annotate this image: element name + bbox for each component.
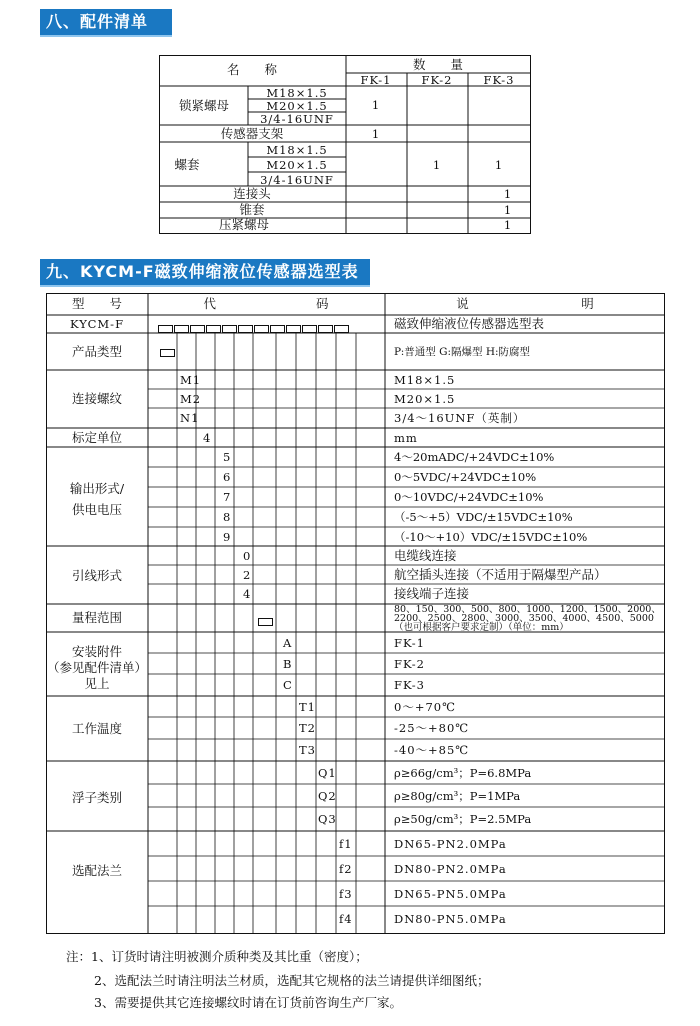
output-desc-2: 0～5VDC/+24VDC±10% <box>394 470 537 484</box>
flange-desc-3: DN65-PN5.0MPa <box>394 887 507 901</box>
code-box <box>286 325 301 333</box>
connector-label: 连接头 <box>233 186 271 201</box>
temp-label: 工作温度 <box>71 721 123 736</box>
sleeve-label: 螺套 <box>174 157 200 172</box>
model-desc: 磁致伸缩液位传感器选型表 <box>394 316 545 331</box>
thread-desc-2: M20×1.5 <box>394 392 456 406</box>
flange-code-3: f3 <box>339 887 353 901</box>
product-type-box <box>160 342 176 361</box>
unit-code: 4 <box>203 431 212 445</box>
output-desc-4: （-5～+5）VDC/±15VDC±10% <box>394 510 573 524</box>
output-label-2: 供电电压 <box>71 502 123 517</box>
product-type-label: 产品类型 <box>71 344 123 359</box>
output-code-4: 8 <box>223 510 232 524</box>
accessory-desc-2: FK-2 <box>394 657 425 671</box>
float-desc-3: ρ≥50g/cm³；P=2.5MPa <box>394 812 532 826</box>
thread-code-3: N1 <box>180 411 200 425</box>
product-type-desc: P:普通型 G:隔爆型 H:防腐型 <box>394 346 531 358</box>
accessory-label-3: 见上 <box>84 676 110 691</box>
float-code-3: Q3 <box>318 812 337 826</box>
unit-desc: mm <box>394 431 418 445</box>
locknut-spec-1: M18×1.5 <box>266 86 328 100</box>
accessory-desc-1: FK-1 <box>394 636 425 650</box>
lead-label: 引线形式 <box>71 568 123 583</box>
col-fk1-header: FK-1 <box>360 73 392 87</box>
connector-fk3: 1 <box>503 187 513 201</box>
section-8-heading-text: 八、配件清单 <box>46 12 149 31</box>
sleeve-fk3: 1 <box>494 158 504 172</box>
flange-code-1: f1 <box>339 837 353 851</box>
compnut-fk3: 1 <box>503 218 513 232</box>
thread-code-2: M2 <box>180 392 202 406</box>
temp-desc-1: 0～+70℃ <box>394 700 456 714</box>
float-code-2: Q2 <box>318 789 337 803</box>
temp-code-2: T2 <box>299 721 316 735</box>
col-fk2-header: FK-2 <box>421 73 453 87</box>
bracket-label: 传感器支架 <box>220 126 284 141</box>
sleeve-fk2: 1 <box>432 158 442 172</box>
code-box <box>158 325 173 333</box>
code-box <box>222 325 237 333</box>
cone-fk3: 1 <box>503 203 513 217</box>
range-box <box>258 611 274 630</box>
lead-code-3: 4 <box>243 587 252 601</box>
locknut-fk1: 1 <box>371 98 381 112</box>
code-box <box>206 325 221 333</box>
flange-desc-4: DN80-PN5.0MPa <box>394 912 507 926</box>
range-label: 量程范围 <box>71 610 123 625</box>
flange-code-2: f2 <box>339 862 353 876</box>
range-desc-3: （也可根据客户要求定制）（单位：mm） <box>394 622 569 633</box>
output-code-3: 7 <box>223 490 232 504</box>
col-qty-header: 数 量 <box>412 57 464 72</box>
lead-desc-2: 航空插头连接（不适用于隔爆型产品） <box>394 567 607 582</box>
code-box <box>238 325 253 333</box>
note-2: 2、选配法兰时请注明法兰材质，选配其它规格的法兰请提供详细图纸； <box>94 973 490 988</box>
code-box <box>334 325 349 333</box>
note-1: 注：1、订货时请注明被测介质种类及其比重（密度）； <box>66 949 368 964</box>
code-box <box>318 325 333 333</box>
accessory-desc-3: FK-3 <box>394 678 425 692</box>
float-desc-2: ρ≥80g/cm³；P=1MPa <box>394 789 521 803</box>
output-code-5: 9 <box>223 530 232 544</box>
code-box <box>174 325 189 333</box>
note-3: 3、需要提供其它连接螺纹时请在订货前咨询生产厂家。 <box>94 995 402 1010</box>
output-label-1: 输出形式/ <box>69 481 125 496</box>
flange-code-4: f4 <box>339 912 353 926</box>
code-box <box>254 325 269 333</box>
col-code-header: 代 码 <box>203 296 329 311</box>
code-box <box>160 349 175 357</box>
accessory-code-1: A <box>283 636 293 650</box>
locknut-spec-3: 3/4-16UNF <box>260 112 334 126</box>
flange-label: 选配法兰 <box>71 863 123 878</box>
float-label: 浮子类别 <box>71 790 123 805</box>
cone-label: 锥套 <box>239 202 265 217</box>
temp-code-3: T3 <box>299 743 316 757</box>
lead-code-2: 2 <box>243 568 252 582</box>
sleeve-spec-3: 3/4-16UNF <box>260 173 334 187</box>
code-box <box>258 618 273 626</box>
compnut-label: 压紧螺母 <box>218 217 270 232</box>
code-placeholder-boxes <box>158 318 350 337</box>
flange-desc-1: DN65-PN2.0MPa <box>394 837 507 851</box>
temp-code-1: T1 <box>299 700 316 714</box>
unit-label: 标定单位 <box>71 430 123 445</box>
output-desc-1: 4～20mADC/+24VDC±10% <box>394 450 555 464</box>
model-code: KYCM-F <box>69 317 125 331</box>
temp-desc-3: -40～+85℃ <box>394 743 470 757</box>
output-code-2: 6 <box>223 470 232 484</box>
lead-desc-3: 接线端子连接 <box>394 586 470 601</box>
output-code-1: 5 <box>223 450 232 464</box>
col-name-header: 名 称 <box>226 62 278 77</box>
range-desc-1: 80、150、300、500、800、1000、1200、1500、2000、 <box>394 604 661 615</box>
thread-label: 连接螺纹 <box>71 391 123 406</box>
float-desc-1: ρ≥66g/cm³；P=6.8MPa <box>394 766 532 780</box>
accessory-label-2: （参见配件清单） <box>46 660 148 675</box>
flange-desc-2: DN80-PN2.0MPa <box>394 862 507 876</box>
section-9-heading <box>40 259 370 285</box>
output-desc-5: （-10～+10）VDC/±15VDC±10% <box>394 530 588 544</box>
accessory-code-3: C <box>283 678 293 692</box>
col-fk3-header: FK-3 <box>483 73 515 87</box>
section-9-heading-text: 九、KYCM-F磁致伸缩液位传感器选型表 <box>46 262 359 281</box>
sleeve-spec-2: M20×1.5 <box>266 158 328 172</box>
locknut-spec-2: M20×1.5 <box>266 99 328 113</box>
lead-desc-1: 电缆线连接 <box>394 548 457 563</box>
bracket-fk1: 1 <box>371 127 381 141</box>
locknut-label: 锁紧螺母 <box>178 98 230 113</box>
float-code-1: Q1 <box>318 766 337 780</box>
output-desc-3: 0～10VDC/+24VDC±10% <box>394 490 544 504</box>
code-box <box>270 325 285 333</box>
temp-desc-2: -25～+80℃ <box>394 721 470 735</box>
heading-underline <box>40 285 370 287</box>
thread-desc-1: M18×1.5 <box>394 373 456 387</box>
thread-code-1: M1 <box>180 373 202 387</box>
lead-code-1: 0 <box>243 549 252 563</box>
col-model-header: 型 号 <box>71 296 123 311</box>
code-box <box>302 325 317 333</box>
accessory-label-1: 安装附件 <box>71 644 123 659</box>
col-desc-header: 说 明 <box>456 296 594 311</box>
accessory-code-2: B <box>283 657 293 671</box>
code-box <box>190 325 205 333</box>
thread-desc-3: 3/4～16UNF（英制） <box>394 411 526 425</box>
range-desc-2: 2200、2500、2800、3000、3500、4000、4500、5000 <box>394 613 654 624</box>
sleeve-spec-1: M18×1.5 <box>266 143 328 157</box>
